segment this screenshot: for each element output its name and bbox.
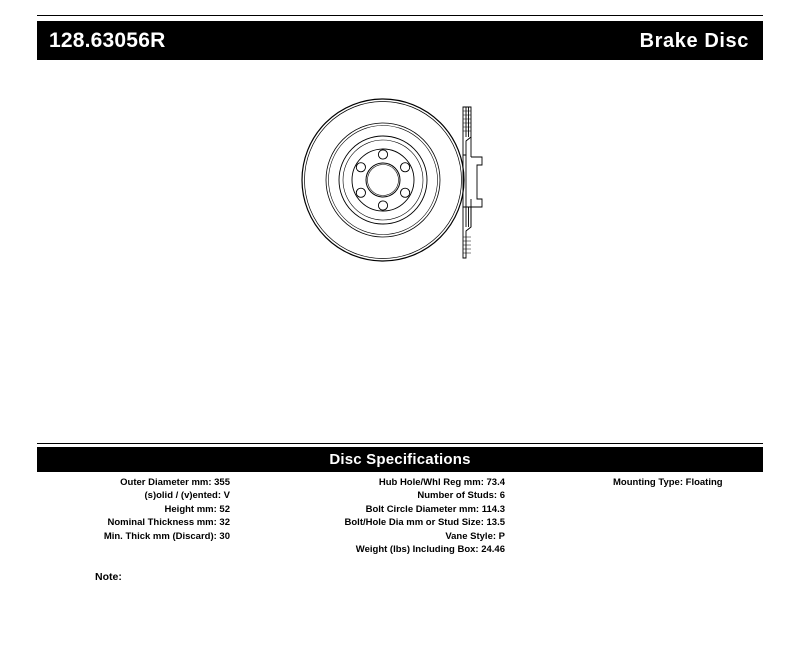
spec-item: Number of Studs: 6 [417, 490, 505, 502]
spec-item: Mounting Type: Floating [613, 477, 723, 488]
spec-columns [37, 476, 763, 556]
spec-item: Weight (lbs) Including Box: 24.46 [355, 544, 505, 556]
spec-item: Nominal Thickness mm: 32 [107, 517, 230, 529]
spec-item: (s)olid / (v)ented: V [144, 490, 230, 502]
spec-item: Vane Style: P [445, 530, 505, 542]
spec-column-middle [230, 476, 505, 556]
page-title: Brake Disc [639, 29, 749, 52]
spec-item: Outer Diameter mm: 355 [120, 477, 230, 488]
spec-rule [37, 443, 763, 444]
top-rule [37, 15, 763, 16]
note-label: Note: [95, 571, 122, 583]
spec-item: Bolt/Hole Dia mm or Stud Size: 13.5 [344, 517, 505, 529]
spec-item: Min. Thick mm (Discard): 30 [103, 530, 230, 542]
spec-item: Hub Hole/Whl Reg mm: 73.4 [378, 477, 505, 488]
spec-item: Height mm: 52 [164, 503, 230, 515]
spec-section-title: Disc Specifications [329, 451, 471, 468]
part-number: 128.63056R [49, 29, 166, 52]
spec-item: Bolt Circle Diameter mm: 114.3 [365, 503, 505, 515]
spec-section-header [37, 447, 763, 472]
spec-column-left [37, 476, 230, 543]
spec-column-right [505, 476, 763, 489]
header-bar [37, 21, 763, 60]
brake-disc-side-section-view [455, 95, 515, 270]
